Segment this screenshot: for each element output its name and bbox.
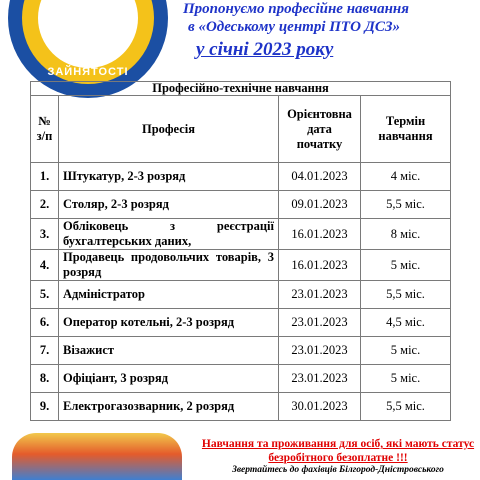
header-line-1: Пропонуємо професійне навчання [183, 1, 409, 17]
table-row [31, 191, 451, 219]
row-profession: Офіціант, 3 розряд [59, 365, 279, 393]
training-table [30, 81, 451, 421]
row-num: 2. [31, 191, 59, 219]
row-profession: Адміністратор [59, 281, 279, 309]
people-photo [12, 433, 182, 480]
row-num: 3. [31, 219, 59, 250]
contact-notice: Звертайтесь до фахівців Білгород-Дністровського [232, 465, 444, 475]
row-profession: Продавець продовольчих товарів, 3 розряд [59, 250, 279, 281]
table-row [31, 393, 451, 421]
row-date: 16.01.2023 [279, 250, 361, 281]
row-duration: 5 міс. [361, 337, 451, 365]
row-date: 04.01.2023 [279, 163, 361, 191]
row-date: 23.01.2023 [279, 337, 361, 365]
row-num: 1. [31, 163, 59, 191]
table-row [31, 309, 451, 337]
row-duration: 5,5 міс. [361, 191, 451, 219]
row-profession: Електрогазозварник, 2 розряд [59, 393, 279, 421]
col-header-date: Орієнтовна дата початку [279, 96, 361, 163]
table-row [31, 337, 451, 365]
row-date: 16.01.2023 [279, 219, 361, 250]
row-duration: 4 міс. [361, 163, 451, 191]
col-header-num: № з/п [31, 96, 59, 163]
row-duration: 8 міс. [361, 219, 451, 250]
row-duration: 5 міс. [361, 365, 451, 393]
row-num: 6. [31, 309, 59, 337]
row-num: 4. [31, 250, 59, 281]
row-num: 7. [31, 337, 59, 365]
table-row [31, 219, 451, 250]
row-duration: 5 міс. [361, 250, 451, 281]
table-row [31, 250, 451, 281]
table-section-title: Професійно-технічне навчання [31, 82, 451, 96]
table-row [31, 365, 451, 393]
row-num: 8. [31, 365, 59, 393]
table-row [31, 281, 451, 309]
col-header-profession: Професія [59, 96, 279, 163]
row-date: 09.01.2023 [279, 191, 361, 219]
table-body [31, 163, 451, 421]
row-date: 23.01.2023 [279, 309, 361, 337]
row-profession: Обліковець з реєстрації бухгалтерських даних, [59, 219, 279, 250]
row-profession: Оператор котельні, 2-3 розряд [59, 309, 279, 337]
header-line-3: у січні 2023 року [196, 39, 334, 60]
row-date: 30.01.2023 [279, 393, 361, 421]
row-date: 23.01.2023 [279, 281, 361, 309]
header-line-2: в «Одеському центрі ПТО ДСЗ» [188, 19, 401, 35]
row-profession: Столяр, 2-3 розряд [59, 191, 279, 219]
col-header-duration: Термін навчання [361, 96, 451, 163]
row-duration: 4,5 міс. [361, 309, 451, 337]
row-duration: 5,5 міс. [361, 393, 451, 421]
row-num: 9. [31, 393, 59, 421]
logo-text: ЗАЙНЯТОСТІ [47, 66, 129, 78]
row-profession: Візажист [59, 337, 279, 365]
table-row [31, 163, 451, 191]
free-training-notice: Навчання та проживання для осіб, які мають статус безробітного безоплатне !!! [201, 438, 475, 464]
row-num: 5. [31, 281, 59, 309]
row-date: 23.01.2023 [279, 365, 361, 393]
row-duration: 5,5 міс. [361, 281, 451, 309]
row-profession: Штукатур, 2-3 розряд [59, 163, 279, 191]
